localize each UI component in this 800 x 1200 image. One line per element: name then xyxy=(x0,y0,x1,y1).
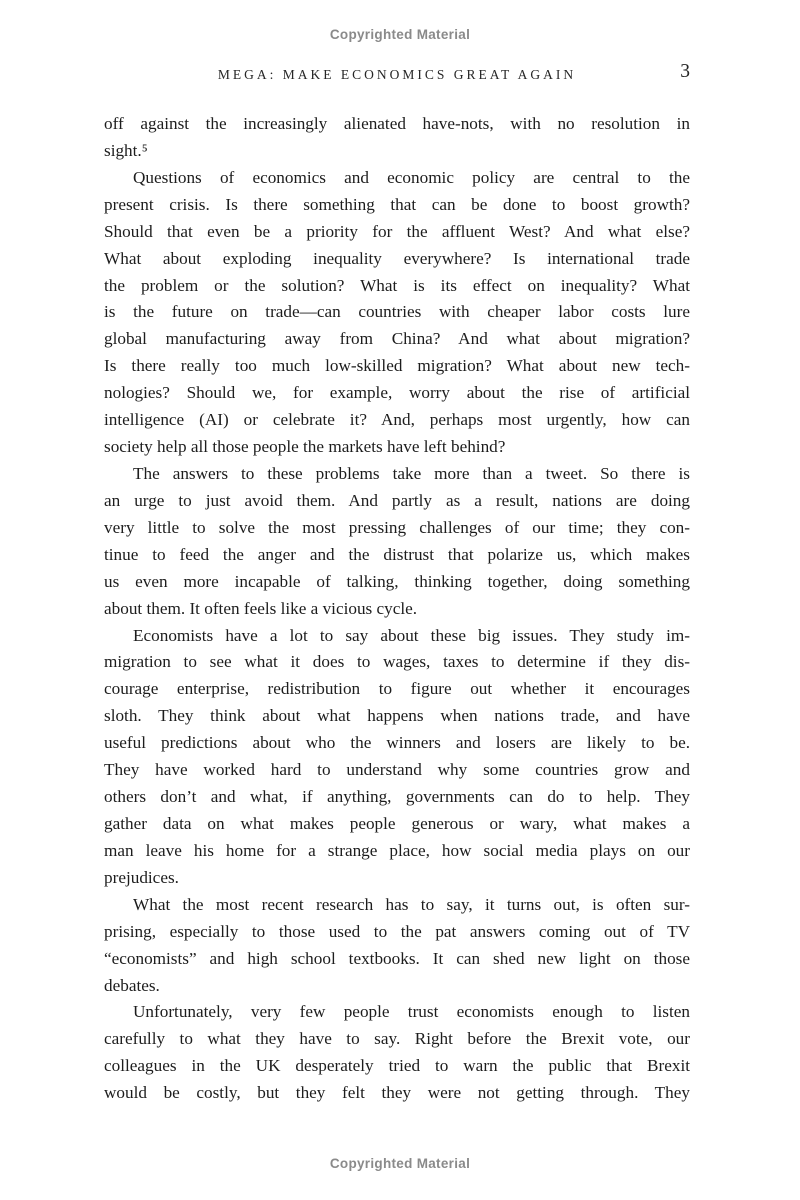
page-body xyxy=(104,111,690,1107)
body-line: colleagues in the UK desperately tried to warn the public that Brexit xyxy=(104,1056,690,1076)
body-line: debates. xyxy=(104,975,160,995)
body-line: is the future on trade—can countries with cheaper labor costs lure xyxy=(104,302,690,322)
body-line: sight.⁵ xyxy=(104,140,148,160)
running-header-title: MEGA: MAKE ECONOMICS GREAT AGAIN xyxy=(217,67,577,82)
body-line: off against the increasingly alienated have-nots, with no resolution in xyxy=(104,114,690,133)
running-header xyxy=(104,63,690,87)
body-line: Questions of economics and economic policy are central to the xyxy=(133,167,690,187)
body-line: Unfortunately, very few people trust economists enough to listen xyxy=(133,1002,690,1022)
body-line: man leave his home for a strange place, how social media plays on our xyxy=(104,840,690,860)
body-line: carefully to what they have to say. Right before the Brexit vote, our xyxy=(104,1029,690,1049)
body-line: would be costly, but they felt they were not getting through. They xyxy=(104,1083,690,1103)
body-line: Economists have a lot to say about these big issues. They study im- xyxy=(133,625,690,645)
page-number: 3 xyxy=(680,61,690,82)
body-line: intelligence (AI) or celebrate it? And, perhaps most urgently, how can xyxy=(104,410,690,430)
body-line: very little to solve the most pressing challenges of our time; they con- xyxy=(104,517,690,537)
body-line: Should that even be a priority for the affluent West? And what else? xyxy=(104,221,690,241)
body-line: useful predictions about who the winners and losers are likely to be. xyxy=(104,733,690,753)
body-line: “economists” and high school textbooks. It can shed new light on those xyxy=(104,948,690,968)
body-line: society help all those people the markets have left behind? xyxy=(104,437,506,457)
body-line: an urge to just avoid them. And partly as a result, nations are doing xyxy=(104,490,690,510)
body-line: others don’t and what, if anything, governments can do to help. They xyxy=(104,787,690,807)
copyright-notice-top: Copyrighted Material xyxy=(329,27,471,42)
body-line: nologies? Should we, for example, worry about the rise of artificial xyxy=(104,383,690,403)
body-line: They have worked hard to understand why some countries grow and xyxy=(104,760,690,780)
body-line: about them. It often feels like a vicious cycle. xyxy=(104,598,418,618)
body-line: The answers to these problems take more than a tweet. So there is xyxy=(133,463,690,483)
body-line: sloth. They think about what happens when nations trade, and have xyxy=(104,706,690,726)
body-line: prising, especially to those used to the pat answers coming out of TV xyxy=(104,921,690,941)
body-line: global manufacturing away from China? And what about migration? xyxy=(104,329,690,349)
body-line: tinue to feed the anger and the distrust that polarize us, which makes xyxy=(104,544,690,564)
body-line: courage enterprise, redistribution to figure out whether it encourages xyxy=(104,679,690,699)
body-line: the problem or the solution? What is its effect on inequality? What xyxy=(104,275,690,295)
body-line: us even more incapable of talking, thinking together, doing something xyxy=(104,571,690,591)
body-line: What about exploding inequality everywhere? Is international trade xyxy=(104,248,690,268)
body-line: present crisis. Is there something that can be done to boost growth? xyxy=(104,194,690,214)
body-line: Is there really too much low-skilled migration? What about new tech- xyxy=(104,356,690,376)
body-line: What the most recent research has to say, it turns out, is often sur- xyxy=(133,894,690,914)
body-line: prejudices. xyxy=(104,867,179,887)
copyright-notice-bottom: Copyrighted Material xyxy=(329,1156,471,1171)
body-line: gather data on what makes people generous or wary, what makes a xyxy=(104,813,690,833)
body-line: migration to see what it does to wages, taxes to determine if they dis- xyxy=(104,652,690,672)
